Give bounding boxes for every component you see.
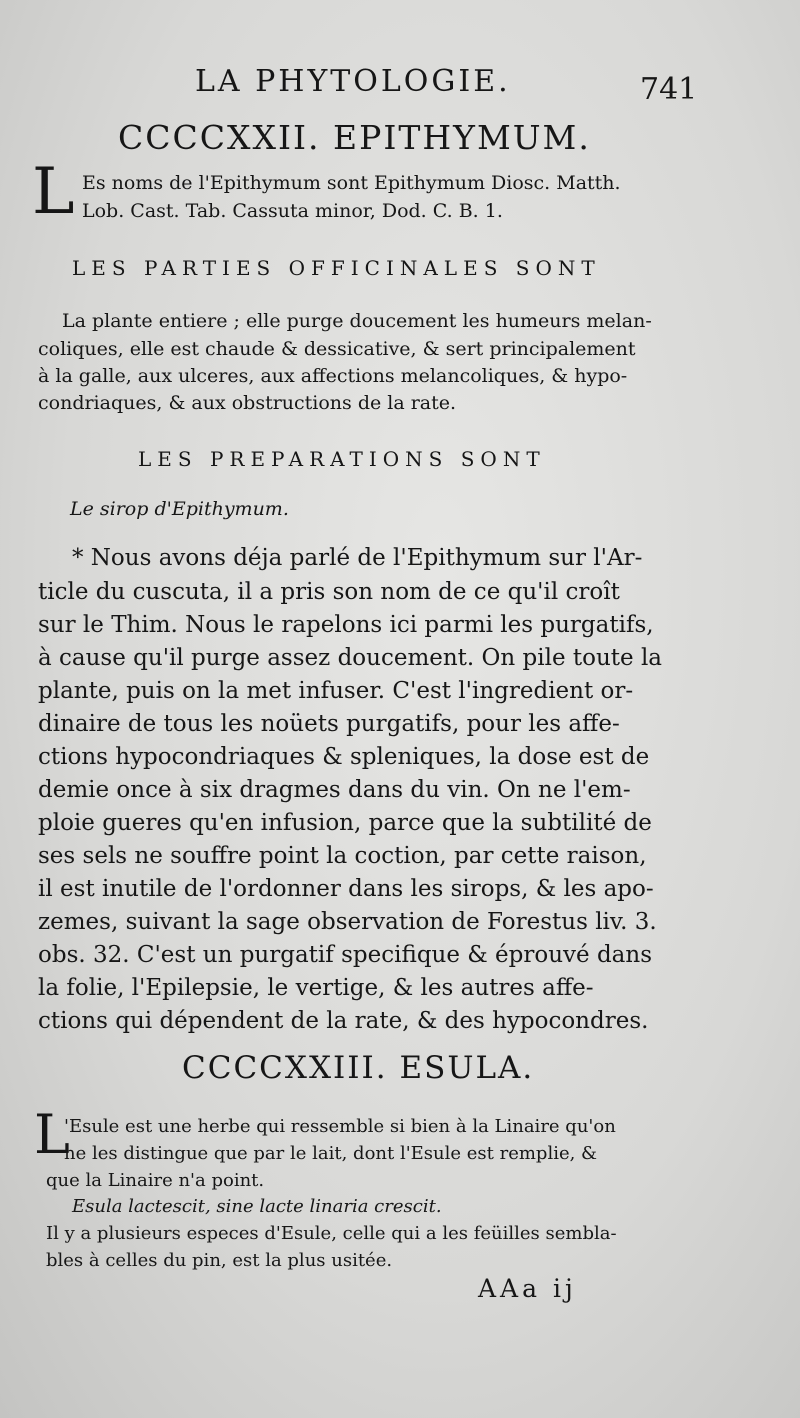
page-number: 741 — [640, 72, 698, 107]
intro-line: Lob. Cast. Tab. Cassuta minor, Dod. C. B. 1. — [82, 200, 503, 222]
drop-cap: L — [32, 155, 75, 229]
note-line: demie once à six dragmes dans du vin. On ne l'em- — [38, 777, 631, 803]
note-line: obs. 32. C'est un purgatif specifique & éprouvé dans — [38, 942, 653, 968]
note-line: ses sels ne souffre point la coction, par cette raison, — [38, 843, 647, 869]
preparation-item: Le sirop d'Epithymum. — [70, 498, 289, 520]
esula-line: Il y a plusieurs especes d'Esule, celle qui a les feüilles sembla- — [46, 1223, 617, 1244]
section-title-epithymum: CCCCXXII. EPITHYMUM. — [118, 118, 591, 157]
intro-line: 'Esule est une herbe qui ressemble si bien à la Linaire qu'on — [64, 1116, 616, 1137]
drop-cap: L — [34, 1103, 70, 1166]
note-line: ctions qui dépendent de la rate, & des hypocondres. — [38, 1008, 649, 1034]
parties-line: La plante entiere ; elle purge doucement les humeurs melan- — [62, 310, 652, 332]
note-line: à cause qu'il purge assez doucement. On pile toute la — [38, 645, 663, 671]
note-line: zemes, suivant la sage observation de Forestus liv. 3. — [38, 909, 657, 935]
signature-mark: AAa ij — [478, 1274, 577, 1303]
esula-line: bles à celles du pin, est la plus usitée. — [46, 1250, 393, 1271]
intro-line: ne les distingue que par le lait, dont l'Esule est remplie, & — [64, 1143, 598, 1164]
intro-line: que la Linaire n'a point. — [46, 1170, 265, 1191]
parties-heading: LES PARTIES OFFICINALES SONT — [72, 256, 601, 280]
parties-line: condriaques, & aux obstructions de la rate. — [38, 392, 457, 414]
parties-line: à la galle, aux ulceres, aux affections melancoliques, & hypo- — [38, 365, 628, 387]
note-line: plante, puis on la met infuser. C'est l'ingredient or- — [38, 678, 634, 704]
section-title-esula: CCCCXXIII. ESULA. — [182, 1050, 535, 1086]
preparations-heading: LES PREPARATIONS SONT — [138, 447, 546, 471]
intro-line: Es noms de l'Epithymum sont Epithymum Diosc. Matth. — [82, 172, 621, 194]
note-line: il est inutile de l'ordonner dans les sirops, & les apo- — [38, 876, 654, 902]
note-line: la folie, l'Epilepsie, le vertige, & les autres affe- — [38, 975, 594, 1001]
note-line: ploie gueres qu'en infusion, parce que la subtilité de — [38, 810, 652, 836]
note-line: sur le Thim. Nous le rapelons ici parmi les purgatifs, — [38, 612, 654, 638]
running-title: LA PHYTOLOGIE. — [195, 64, 511, 99]
note-line: dinaire de tous les noüets purgatifs, pour les affe- — [38, 711, 620, 737]
parties-line: coliques, elle est chaude & dessicative, & sert principalement — [38, 338, 636, 360]
note-line: ticle du cuscuta, il a pris son nom de ce qu'il croît — [38, 579, 620, 605]
motto: Esula lactescit, sine lacte linaria crescit. — [72, 1196, 442, 1217]
note-line: ctions hypocondriaques & spleniques, la dose est de — [38, 744, 650, 770]
note-line: * Nous avons déja parlé de l'Epithymum sur l'Ar- — [72, 545, 643, 571]
